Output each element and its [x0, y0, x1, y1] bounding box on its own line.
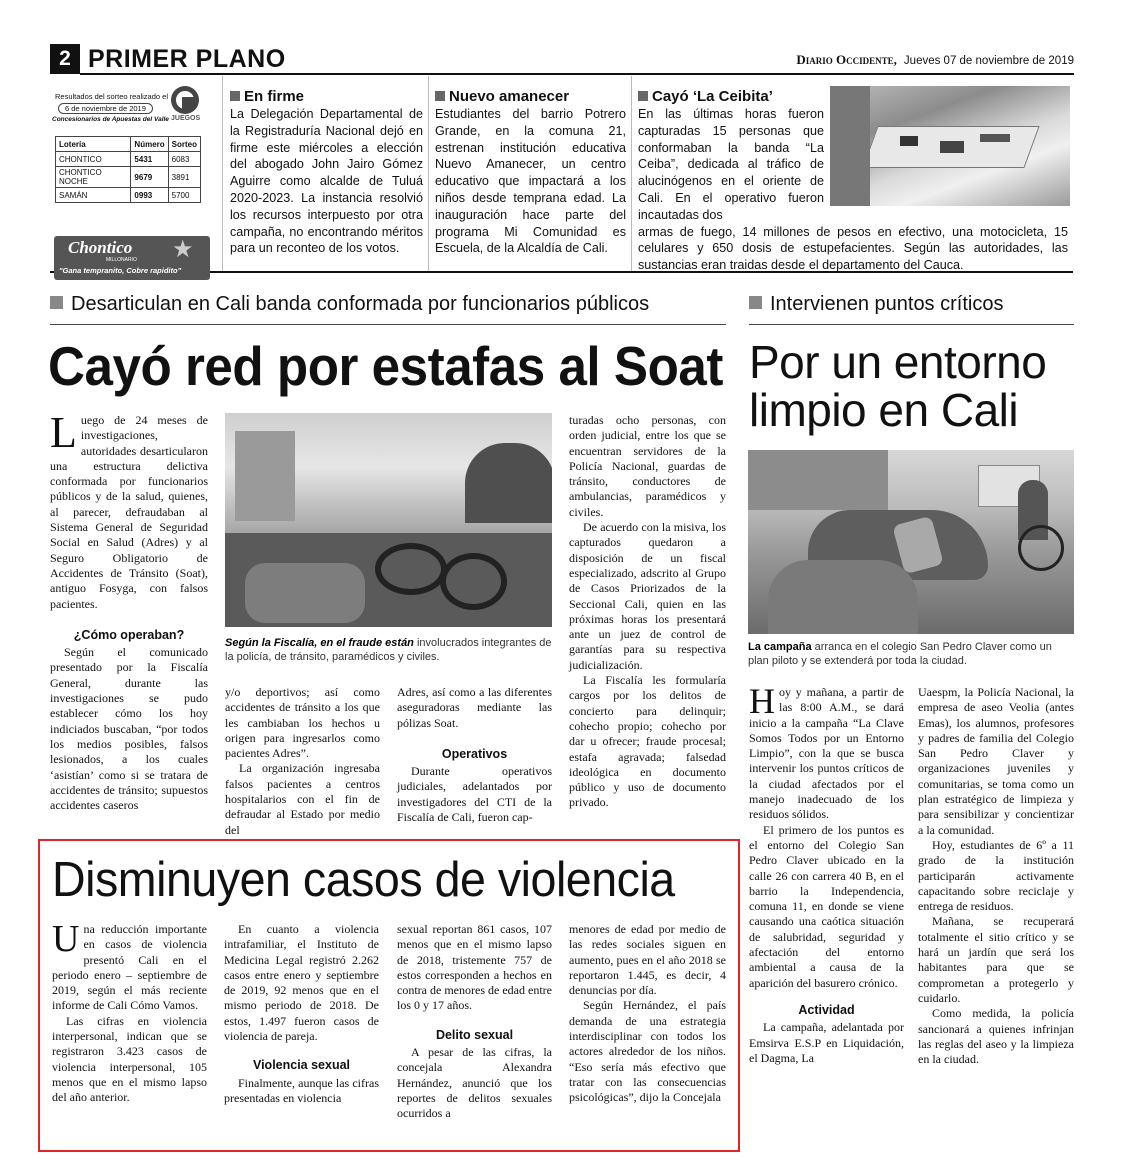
brief-title: [230, 88, 423, 105]
right-headline: Por un entorno limpio en Cali: [749, 336, 1047, 436]
header-rule: [80, 73, 1074, 75]
violence-paragraph: Finalmente, aunque las cifras presentadas en violencia: [224, 1075, 379, 1105]
subhead: Delito sexual: [435, 1027, 514, 1042]
main-col-2: [225, 685, 380, 838]
violence-headline: Disminuyen casos de violencia: [52, 853, 675, 907]
lottery-number: 0993: [131, 188, 168, 203]
lottery-row: [56, 152, 201, 167]
violence-paragraph: En cuanto a violencia intrafamiliar, el Instituto de Medicina Legal registró 2.262 casos entre enero y septiembre de 2019, 92 menos que en el mismo periodo de 2018. De estos, 1.497 fueron casos de violencia de pareja.: [224, 922, 379, 1044]
main-paragraph: De acuerdo con la misiva, los capturados quedaron a disposición de un fiscal especializado, adscrito al Grupo de Casos Priorizados de la Seccional Cali, quien en las próximas horas los presentará ante un juez de control de garantías para su respectiva judicialización.: [569, 520, 726, 672]
lottery-col-header: Sorteo: [168, 137, 200, 152]
chontico-slogan: "Gana tempranito, Cobre rapidito": [59, 266, 182, 275]
section-title: PRIMER PLANO: [88, 45, 286, 73]
right-paragraph: Mañana, se recuperará totalmente el sitio crítico y se hará un jardín que será los habitantes para que se comprometan a protegerlo y cuidarlo.: [918, 914, 1074, 1005]
violence-col-1: [52, 918, 207, 1106]
issue-date: Jueves 07 de noviembre de 2019: [903, 55, 1074, 67]
brief-title-text: En firme: [244, 88, 305, 105]
lottery-results-date: 6 de noviembre de 2019: [58, 103, 153, 114]
main-paragraph: La organización ingresaba falsos pacientes a centros hospitalarios con el fin de defraudar al Estado por medio del: [225, 761, 380, 837]
lottery-concession: Concesionarios de Apuestas del Valle: [52, 116, 169, 123]
main-paragraph: Adres, así como a las diferentes aseguradoras mediante las pólizas Soat.: [397, 685, 552, 730]
caption-text: arranca en el colegio San Pedro Claver como un plan piloto y se extenderá por toda la ciudad.: [748, 641, 1052, 667]
lottery-draw: 6083: [168, 152, 200, 167]
right-col-2: [918, 685, 1074, 1067]
square-bullet-icon: [50, 296, 63, 309]
main-col-1: [50, 408, 208, 813]
masthead-info: [796, 52, 1074, 68]
right-paragraph: Uaespm, la Policía Nacional, la empresa de aseo Veolia (antes Emas), los alumnos, profesores y padres de familia del Colegio San Pedro Claver y organizaciones juveniles y comunitarias, se toma como un plan estratégico de limpieza y para sensibilizar y concientizar a la comunidad.: [918, 685, 1074, 837]
lottery-number: 5431: [131, 152, 168, 167]
juegos-logo-text: JUEGOS: [171, 115, 201, 122]
brief-text: Estudiantes del barrio Potrero Grande, en la comuna 21, estrenan institución educativa Nuevo Amanecer, un centro educativo que impactará a los niños desde temprana edad. La inauguración hace parte del programa Mi Comunidad es Escuela, de la Alcaldía de Cali.: [435, 107, 626, 256]
caption-bold: Según la Fiscalía, en el fraude están: [225, 637, 414, 649]
lottery-name: CHONTICO: [56, 152, 131, 167]
square-bullet-icon: [435, 91, 445, 101]
main-photo-caption: [225, 636, 552, 664]
briefs-divider: [222, 76, 223, 271]
lottery-col-header: Lotería: [56, 137, 131, 152]
brief-title: [435, 88, 626, 105]
lottery-name: SAMÁN: [56, 188, 131, 203]
main-paragraph: y/o deportivos; así como accidentes de tránsito a los que les cambiaban los hechos u origen para ingresarlos como pacientes Adres”.: [225, 685, 380, 761]
page-number: 2: [50, 44, 80, 74]
subhead: Actividad: [798, 1002, 855, 1017]
lottery-draw: 5700: [168, 188, 200, 203]
lottery-table: [55, 136, 201, 203]
brief-title-text: Cayó ‘La Ceibita’: [652, 88, 773, 105]
main-headline: Cayó red por estafas al Soat: [48, 335, 723, 397]
paragraph-text: na reducción importante en casos de violencia presentó Cali en el periodo enero – septiembre de 2019, según el más reciente informe de Cali Cómo Vamos.: [52, 922, 207, 1013]
page-header: [50, 44, 1074, 74]
main-paragraph: La Fiscalía les formularía cargos por los delitos de concierto para delinquir; cohecho propio; cohecho por dar u ofrecer; fraude procesal; estafa agravada; falsedad ideológica en documento público y uso de documento privado.: [569, 673, 726, 810]
right-col-1: [749, 681, 904, 1066]
violence-paragraph: A pesar de las cifras, la concejala Alexandra Hernández, anunció que los reportes de delitos sexuales ocurridos a: [397, 1045, 552, 1121]
star-icon: ★: [172, 237, 194, 263]
violence-paragraph: Las cifras en violencia interpersonal, indican que se registraron 3.423 casos de violencia interpersonal, 105 menos que en el mismo lapso del año anterior.: [52, 1013, 207, 1105]
caption-text: involucrados integrantes de la policía, de tránsito, paramédicos y civiles.: [225, 637, 552, 663]
violence-col-4: [569, 922, 726, 1106]
lottery-row: [56, 167, 201, 188]
paragraph-text: uego de 24 meses de investigaciones, autoridades desarticularon una estructura delictiva conformada por funcionarios públicos y de la salud, quienes, al parecer, defraudaban al Sistema General de Seguridad Social en Salud (Adres) y al Seguro Obligatorio de Accidentes de Tránsito (Soat), antiguo Fosyga, con falsos pacientes.: [50, 413, 208, 611]
violence-col-3: [397, 922, 552, 1122]
violence-paragraph: sexual reportan 861 casos, 107 menos que en el mismo lapso de 2018, tristemente 757 de estos corresponden a hechos en contra de menores de edad entre los 0 y 17 años.: [397, 922, 552, 1013]
lottery-name: CHONTICO NOCHE: [56, 167, 131, 188]
square-bullet-icon: [638, 91, 648, 101]
subhead: ¿Cómo operaban?: [73, 627, 185, 642]
right-kicker-text: Intervienen puntos críticos: [770, 293, 1004, 315]
violence-col-2: [224, 922, 379, 1106]
violence-paragraph: [52, 918, 207, 1014]
main-kicker: [50, 293, 726, 316]
juegos-logo-icon: [171, 86, 199, 114]
main-paragraph: [50, 408, 208, 612]
brief-text: En las últimas horas fueron capturadas 15 personas que conformaban la banda “La Ceiba”, dedicada al tráfico de alucinógenos en el oriente de Cali. En el operativo fueron incautadas dos: [638, 107, 824, 222]
briefs-box: [50, 76, 1073, 273]
lottery-panel: [50, 86, 210, 275]
main-col-3: [397, 685, 552, 825]
lottery-results-label: Resultados del sorteo realizado el: [55, 92, 168, 101]
newspaper-name: Diario Occidente,: [796, 52, 897, 67]
main-paragraph: Según el comunicado presentado por la Fiscalía General, durante las investigaciones se pudo establecer cómo los hoy indiciados buscaban, “por todos los medios posibles, falsos lesionados, a los cuales ‘asistían’ como si se tratara de accidentes de tránsito; supuestos accidentes caseros: [50, 645, 208, 813]
brief-nuevo-amanecer: [435, 88, 626, 257]
kicker-rule: [50, 324, 726, 325]
garbage-street-photo: [748, 450, 1074, 634]
dropcap: H: [749, 681, 775, 721]
caption-bold: La campaña: [748, 641, 812, 653]
chontico-brand: Chontico: [68, 238, 133, 257]
brief-text: armas de fuego, 14 millones de pesos en efectivo, una motocicleta, 15 celulares y 650 dosis de estupefacientes. Según las autoridades, las sustancias eran traidas desde el departamento del Cauca.: [638, 224, 1068, 273]
brief-text: La Delegación Departamental de la Registraduría Nacional dejó en firme este miércoles a elección del abogado John Jairo Gómez Aguirre como alcalde de Tuluá 2020-2023. La instancia resolvió los recursos interpuesto por otra campaña, no encontrando méritos para un reconteo de los votos.: [230, 107, 423, 256]
main-kicker-text: Desarticulan en Cali banda conformada por funcionarios públicos: [71, 293, 650, 315]
subhead: Violencia sexual: [252, 1058, 351, 1073]
main-paragraph: Durante operativos judiciales, adelantados por investigadores del CTI de la Fiscalía de Cali, fueron cap-: [397, 764, 552, 825]
dropcap: L: [50, 408, 77, 457]
paragraph-text: oy y mañana, a partir de las 8:00 A.M., se dará inicio a la campaña “La Clave Somos Todos por un Entorno Limpio”, con la que se busca intervenir los puntos críticos de la ciudad afectados por el manejo inadecuado de los residuos sólidos.: [749, 685, 904, 822]
right-paragraph: La campaña, adelantada por Emsirva E.S.P en Liquidación, el Dagma, La: [749, 1020, 904, 1065]
square-bullet-icon: [749, 296, 762, 309]
briefs-divider: [428, 76, 429, 271]
violence-paragraph: menores de edad por medio de las redes sociales siguen en aumento, pues en el año 2018 se reportaron 1.445, es decir, 4 denuncias por día.: [569, 922, 726, 998]
right-kicker: [749, 293, 1074, 316]
brief-title-text: Nuevo amanecer: [449, 88, 570, 105]
lottery-row: [56, 188, 201, 203]
motorcycles-photo: [225, 413, 552, 627]
subhead: Operativos: [441, 746, 508, 761]
kicker-rule: [749, 324, 1074, 325]
main-col-4: [569, 413, 726, 811]
right-photo-caption: [748, 640, 1074, 668]
main-paragraph: turadas ocho personas, con orden judicial, entre los que se encuentran servidores de la Policía Nacional, guardas de tránsito, conductores de ambulancias, paramédicos y civiles.: [569, 413, 726, 519]
chontico-brand-sub: MILLONARIO: [106, 257, 137, 263]
dropcap: U: [52, 918, 80, 960]
lottery-col-header: Número: [131, 137, 168, 152]
square-bullet-icon: [230, 91, 240, 101]
briefs-divider: [631, 76, 632, 271]
right-paragraph: Hoy, estudiantes de 6º a 11 grado de la institución participarán activamente capacitando sobre reciclaje y entrega de residuos.: [918, 837, 1074, 914]
right-paragraph: [749, 681, 904, 823]
seized-items-photo: [830, 86, 1070, 206]
lottery-draw: 3891: [168, 167, 200, 188]
chontico-banner: [54, 236, 210, 280]
right-paragraph: El primero de los puntos es el entorno del Colegio San Pedro Claver ubicado en la calle 26 con carrera 40 B, en el barrio la Independencia, comuna 11, en donde se viene causando una caótica situación de salubridad, seguridad y afectación del entorno ambiental a causa de la aparición del basurero crónico.: [749, 822, 904, 990]
lottery-number: 9679: [131, 167, 168, 188]
violence-paragraph: Según Hernández, el país demanda de una estrategia interdisciplinar con todos los actores alrededor de los niños. “Eso sería más efectivo que tratar con las consecuencias psicológicas”, dijo la Concejala: [569, 998, 726, 1105]
brief-en-firme: [230, 88, 423, 257]
right-paragraph: Como medida, la policía sancionará a quienes infrinjan las reglas del aseo y la limpieza en la ciudad.: [918, 1006, 1074, 1067]
